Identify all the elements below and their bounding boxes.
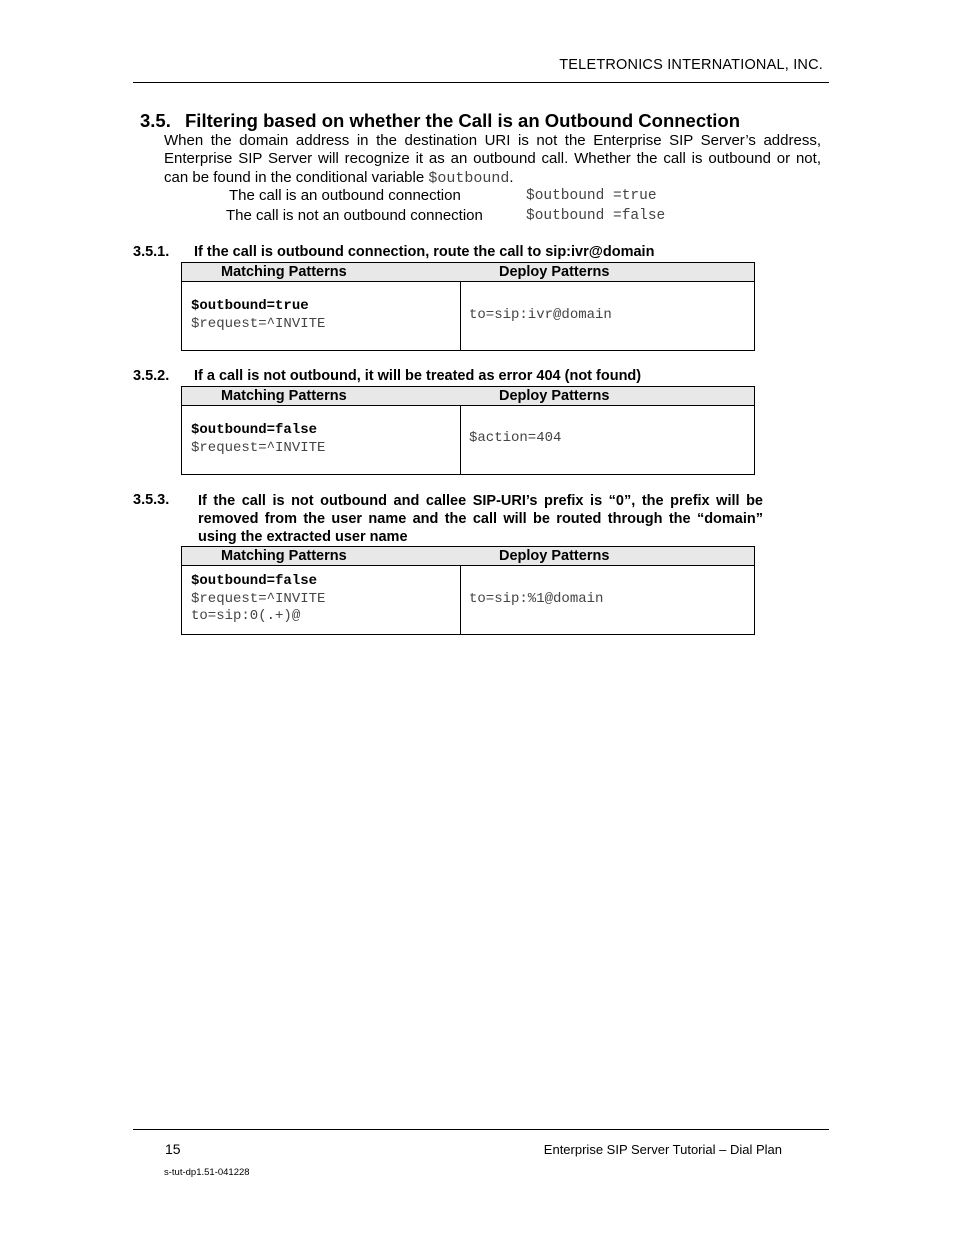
condition-label-not-outbound: The call is not an outbound connection	[226, 207, 483, 224]
col-deploy-patterns: Deploy Patterns	[499, 388, 610, 404]
match-line: $request=^INVITE	[191, 590, 326, 607]
condition-value-not-outbound: $outbound =false	[526, 208, 666, 224]
pattern-table-3	[181, 546, 755, 635]
col-matching-patterns: Matching Patterns	[221, 548, 347, 564]
intro-end: .	[509, 168, 514, 186]
match-condition: $outbound=false	[191, 422, 318, 438]
subsection-number: 3.5.2.	[133, 368, 170, 384]
col-deploy-patterns: Deploy Patterns	[499, 264, 610, 280]
deploy-cell: $action=404	[469, 430, 562, 446]
column-divider	[460, 282, 461, 351]
footer-doc-title: Enterprise SIP Server Tutorial – Dial Plan	[543, 1142, 782, 1157]
match-condition: $outbound=false	[191, 573, 318, 589]
subsection-title: If the call is outbound connection, route the call to sip:ivr@domain	[194, 244, 655, 260]
match-line: $request=^INVITE	[191, 439, 326, 456]
section-title: Filtering based on whether the Call is an Outbound Connection	[185, 110, 741, 131]
condition-label-outbound: The call is an outbound connection	[229, 187, 461, 204]
table-header	[182, 547, 754, 566]
deploy-cell: to=sip:%1@domain	[469, 591, 604, 607]
intro-variable: $outbound	[428, 169, 510, 187]
match-condition: $outbound=true	[191, 298, 309, 314]
subsection-title-3: If the call is not outbound and callee SIP-URI’s prefix is “0”, the prefix will be removed from the user name and the call will be routed through the “domain” using the extracted user name	[198, 493, 763, 545]
matching-cell	[191, 573, 325, 626]
deploy-cell: to=sip:ivr@domain	[469, 307, 612, 323]
subsection-number-3: 3.5.3.	[133, 492, 170, 508]
footer-rule	[133, 1129, 829, 1130]
table-body	[182, 282, 754, 351]
match-line: to=sip:0(.+)@	[191, 608, 301, 624]
section-heading	[140, 110, 740, 132]
table-header	[182, 263, 754, 282]
intro-text: When the domain address in the destination URI is not the Enterprise SIP Server’s address, Enterprise SIP Server will recognize it as an outbound call. Whether the call is outbound or not, can be found in the conditional variable	[164, 132, 821, 186]
section-number: 3.5.	[140, 110, 171, 131]
column-divider	[460, 406, 461, 475]
pattern-table-2	[181, 386, 755, 475]
col-deploy-patterns: Deploy Patterns	[499, 548, 610, 564]
subsection-heading-1	[133, 244, 654, 260]
condition-value-outbound: $outbound =true	[526, 188, 657, 204]
table-body	[182, 566, 754, 635]
intro-paragraph	[164, 132, 821, 188]
matching-cell	[191, 298, 325, 333]
subsection-number: 3.5.1.	[133, 244, 170, 260]
table-body	[182, 406, 754, 475]
running-header: TELETRONICS INTERNATIONAL, INC.	[559, 57, 823, 73]
matching-cell	[191, 422, 325, 457]
pattern-table-1	[181, 262, 755, 351]
col-matching-patterns: Matching Patterns	[221, 388, 347, 404]
page-number: 15	[165, 1141, 181, 1157]
column-divider	[460, 566, 461, 635]
header-rule	[133, 82, 829, 83]
match-line: $request=^INVITE	[191, 315, 326, 332]
col-matching-patterns: Matching Patterns	[221, 264, 347, 280]
table-header	[182, 387, 754, 406]
subsection-heading-2	[133, 368, 641, 384]
footer-doc-code: s-tut-dp1.51-041228	[164, 1167, 250, 1178]
subsection-title: If a call is not outbound, it will be treated as error 404 (not found)	[194, 368, 642, 384]
